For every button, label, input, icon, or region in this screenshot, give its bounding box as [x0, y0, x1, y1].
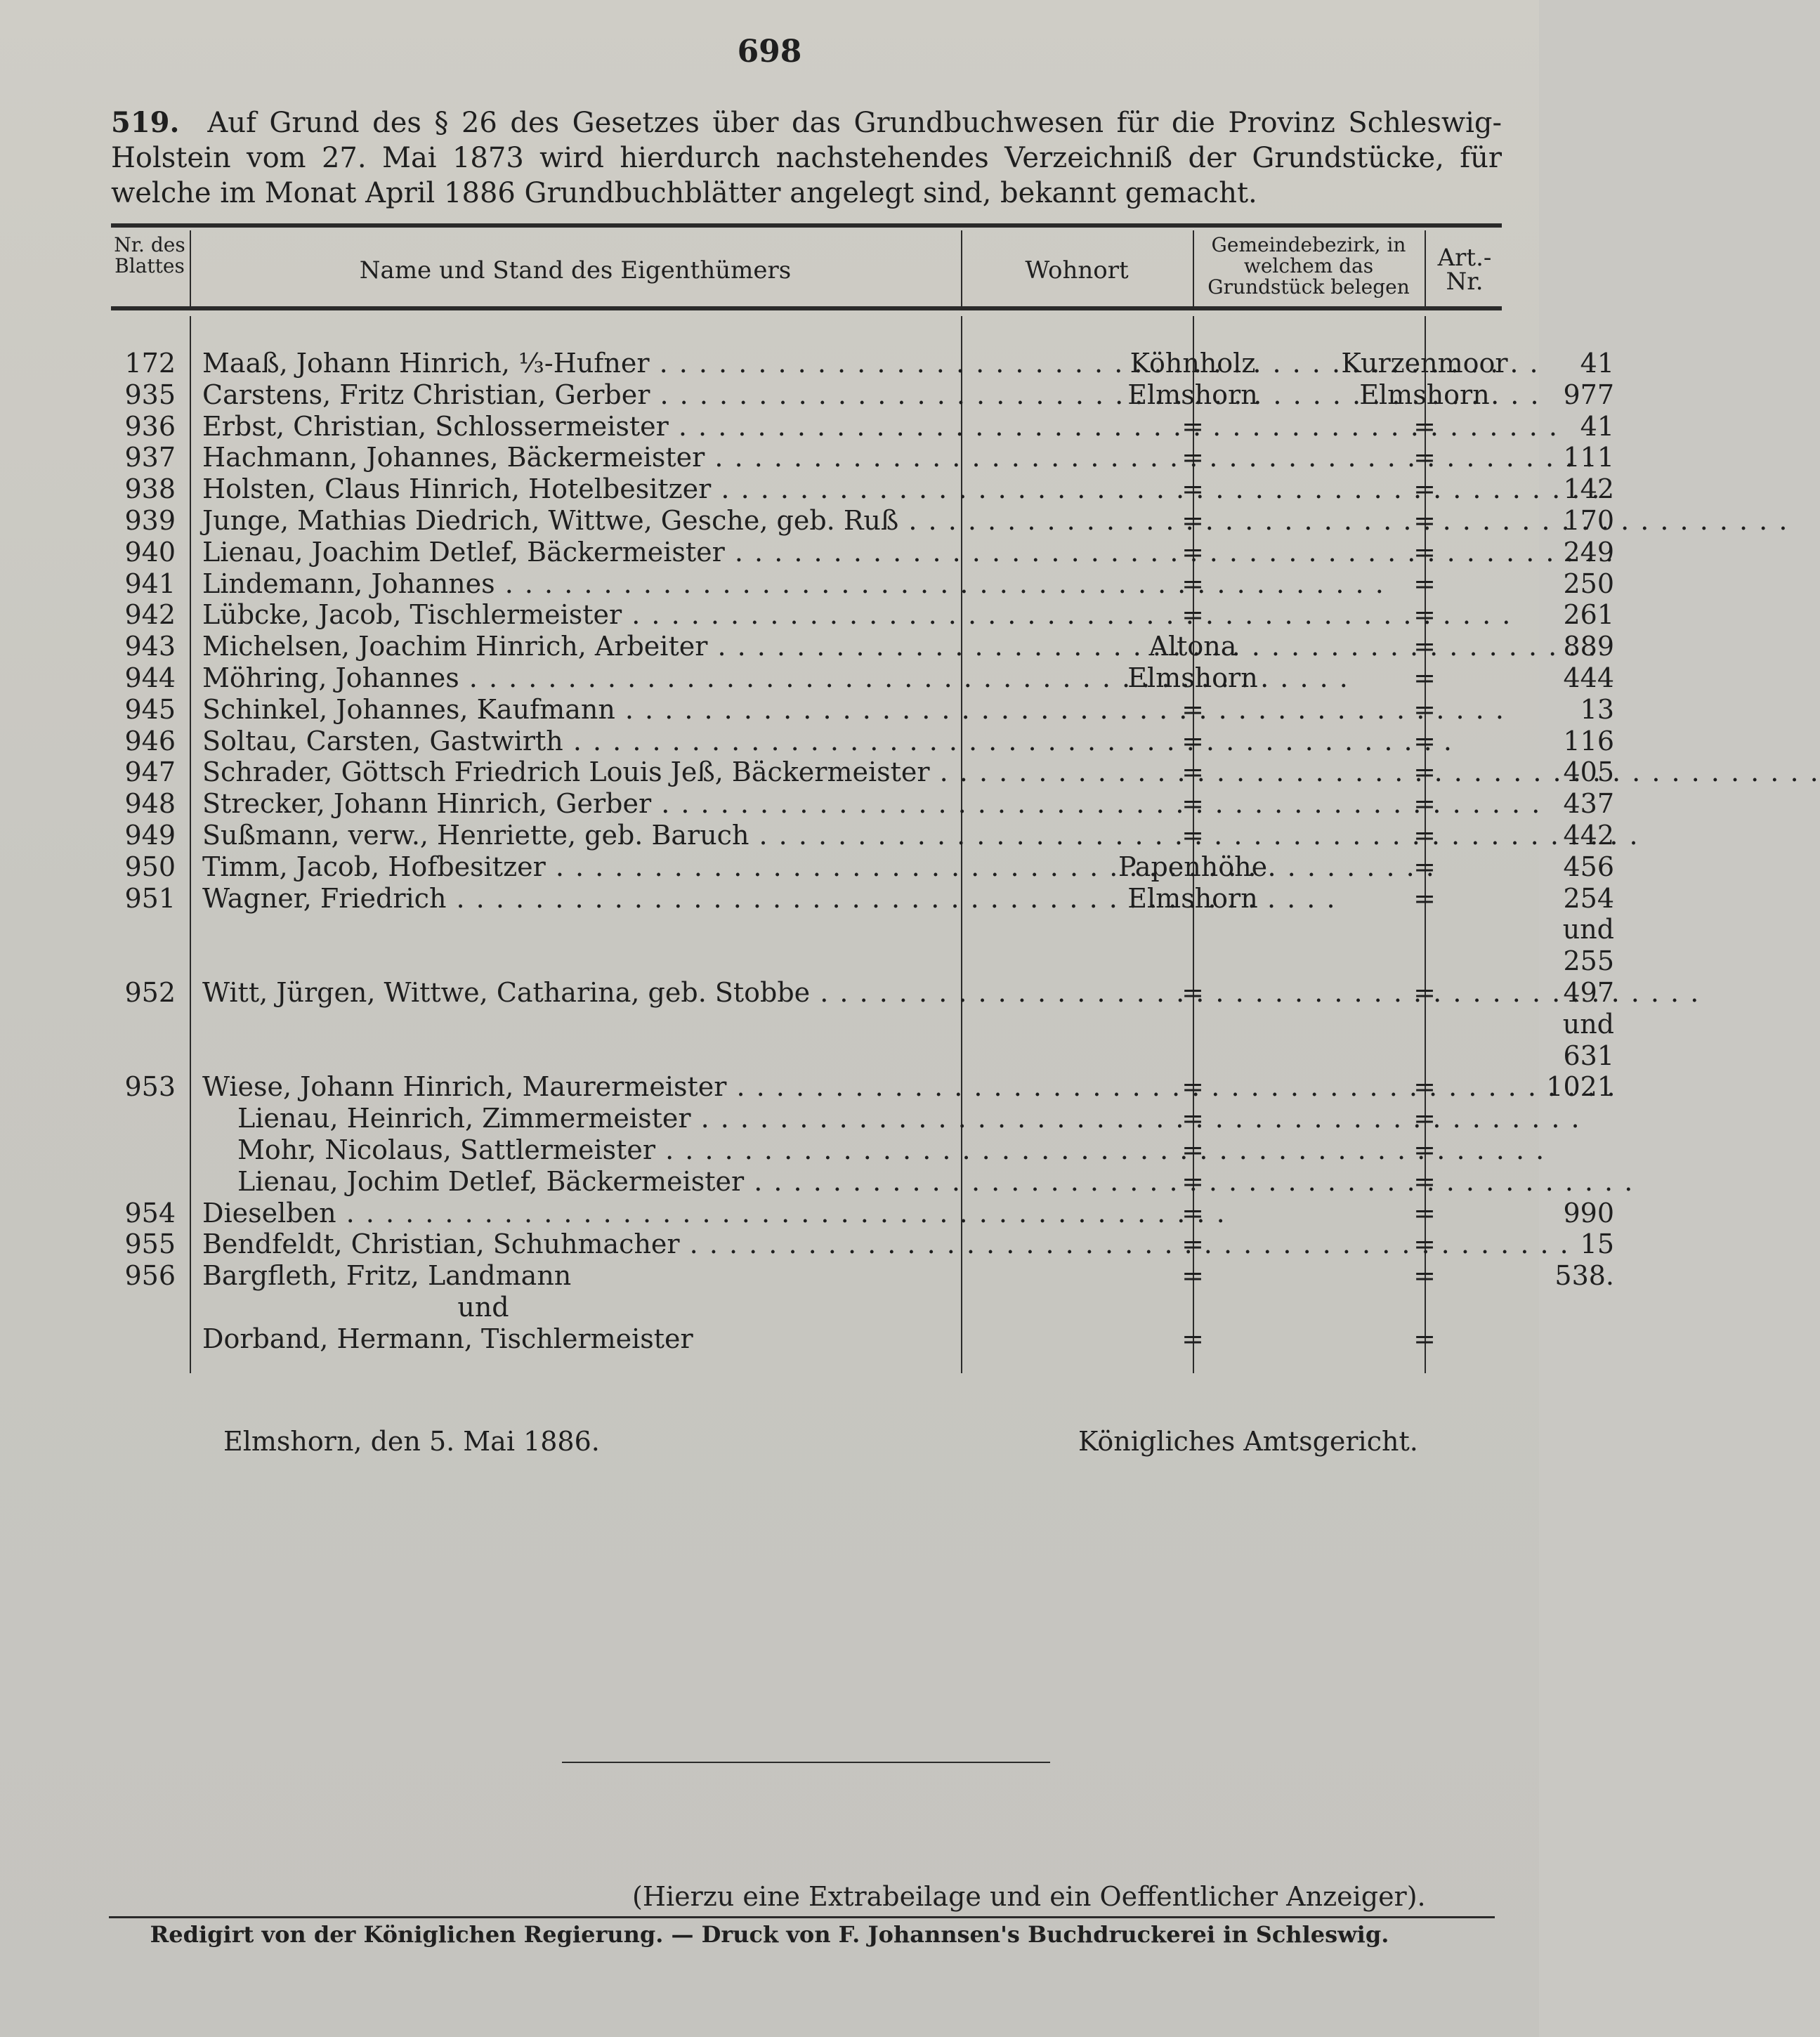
cell-art: 254 [1563, 882, 1614, 914]
cell-name: Soltau, Carsten, Gastwirth . . . [202, 726, 1068, 757]
cell-name: Lindemann, Johannes . . . [202, 568, 1068, 600]
cell-name: Mohr, Nicolaus, Sattlermeister . . . [237, 1134, 1068, 1166]
cell-bezirk: = [1413, 1165, 1436, 1197]
cell-nr: 953 [124, 1071, 176, 1103]
table-row [111, 631, 1614, 662]
table-row [111, 1166, 1509, 1198]
table-row [111, 1008, 1614, 1040]
cell-wohnort: = [1181, 1103, 1204, 1134]
cell-name: Strecker, Johann Hinrich, Gerber . . . [202, 788, 1068, 820]
table-row [111, 348, 1614, 379]
cell-nr: 947 [124, 756, 176, 788]
cell-bezirk: = [1413, 851, 1436, 882]
cell-art: 1021 [1546, 1071, 1614, 1103]
cell-bezirk: = [1413, 631, 1436, 662]
cell-wohnort: = [1181, 1071, 1204, 1103]
cell-name: Holsten, Claus Hinrich, Hotelbesitzer . . . [202, 473, 1068, 505]
cell-name: Maaß, Johann Hinrich, ⅓-Hufner . . . [202, 348, 1068, 379]
table-row [111, 504, 1614, 537]
table-row [111, 662, 1614, 694]
cell-wohnort: Elmshorn [1127, 662, 1258, 693]
cell-wohnort: = [1181, 693, 1204, 725]
table-row [111, 788, 1614, 820]
cell-nr: 943 [124, 631, 176, 662]
table-row [111, 819, 1614, 851]
cell-bezirk: = [1413, 599, 1436, 631]
cell-wohnort: = [1181, 410, 1204, 442]
header-bezirk: Gemeindebezirk, in welchem das Grundstück belegen [1207, 233, 1410, 299]
cell-bezirk: = [1413, 1229, 1436, 1260]
table-row [111, 1323, 1509, 1355]
cell-bezirk: = [1413, 819, 1436, 851]
cell-wohnort: Altona [1148, 631, 1237, 662]
imprint-line: Redigirt von der Königlichen Regierung. — Druck von F. Johannsen's Buchdruckerei in Schleswig. [150, 1921, 1389, 1948]
cell-wohnort: = [1181, 756, 1204, 788]
cell-art: 437 [1563, 788, 1614, 820]
cell-wohnort: = [1181, 819, 1204, 851]
cell-name: Wiese, Johann Hinrich, Maurermeister . . . [202, 1071, 1068, 1103]
table-row [111, 851, 1614, 883]
cell-wohnort: = [1181, 1260, 1204, 1292]
cell-name: Lienau, Joachim Detlef, Bäckermeister . . . [202, 537, 1068, 568]
header-wohnort: Wohnort [1025, 256, 1129, 284]
header-art: Art.-Nr. [1437, 244, 1492, 296]
separator-line [562, 1762, 1050, 1763]
cell-nr: 956 [124, 1260, 176, 1292]
cell-name: Möhring, Johannes . . . [202, 662, 1068, 694]
table-row [111, 599, 1614, 631]
cell-wohnort: = [1181, 442, 1204, 473]
cell-bezirk: = [1413, 1260, 1436, 1292]
cell-bezirk: = [1413, 725, 1436, 756]
cell-art: 456 [1563, 851, 1614, 882]
cell-art: 444 [1563, 662, 1614, 693]
cell-name: Schrader, Göttsch Friedrich Louis Jeß, Bäckermeister . . . [202, 756, 1068, 788]
cell-bezirk: = [1413, 693, 1436, 725]
notice-number: 519. [111, 106, 180, 139]
cell-bezirk: = [1413, 1323, 1436, 1354]
cell-wohnort: = [1181, 1229, 1204, 1260]
cell-nr: 955 [124, 1229, 176, 1260]
cell-bezirk: = [1413, 662, 1436, 693]
cell-name: Schinkel, Johannes, Kaufmann . . . [202, 694, 1068, 726]
header-nr: Nr. des Blattes [114, 233, 185, 277]
cell-art: 111 [1563, 442, 1614, 473]
cell-art: 142 [1563, 473, 1614, 505]
cell-bezirk: = [1413, 504, 1436, 536]
cell-nr: 948 [124, 788, 176, 820]
cell-name: Dorband, Hermann, Tischlermeister [202, 1323, 693, 1354]
cell-bezirk: = [1413, 1134, 1436, 1165]
cell-bezirk: = [1413, 473, 1436, 505]
table-row [111, 410, 1614, 443]
cell-bezirk: = [1413, 442, 1436, 473]
table-row [111, 976, 1614, 1009]
cell-wohnort: = [1181, 473, 1204, 505]
cell-nr: 941 [124, 568, 176, 599]
cell-name: Lienau, Jochim Detlef, Bäckermeister . . . [237, 1166, 1068, 1198]
cell-wohnort: Köhnholz [1130, 348, 1256, 379]
cell-wohnort: = [1181, 599, 1204, 631]
cell-name: Wagner, Friedrich . . . [202, 883, 1068, 915]
cell-nr: 946 [124, 725, 176, 756]
cell-nr: 952 [124, 976, 176, 1008]
cell-wohnort: = [1181, 536, 1204, 568]
table-row [111, 882, 1614, 915]
cell-nr: 940 [124, 536, 176, 568]
cell-bezirk: = [1413, 1071, 1436, 1103]
cell-nr: 936 [124, 410, 176, 442]
table-row [111, 1292, 1509, 1323]
table-row [111, 1040, 1614, 1072]
cell-name: Carstens, Fritz Christian, Gerber . . . [202, 379, 1068, 411]
cell-wohnort: = [1181, 1134, 1204, 1165]
imprint-rule [109, 1916, 1495, 1918]
cell-art: 41 [1580, 410, 1614, 442]
cell-art: und [1562, 914, 1614, 945]
cell-bezirk: = [1413, 536, 1436, 568]
cell-nr: 949 [124, 819, 176, 851]
cell-nr: 938 [124, 473, 176, 505]
cell-bezirk: Elmshorn [1359, 379, 1490, 410]
table-row [111, 1071, 1614, 1103]
table-row [111, 914, 1614, 945]
cell-art: 889 [1563, 631, 1614, 662]
cell-nr: 935 [124, 379, 176, 410]
cell-wohnort: = [1181, 1165, 1204, 1197]
cell-bezirk: = [1413, 788, 1436, 820]
cell-nr: 944 [124, 662, 176, 693]
cell-art: 255 [1563, 945, 1614, 977]
table-row [111, 1134, 1509, 1166]
table-row [111, 1260, 1614, 1292]
cell-wohnort: Papenhöhe [1118, 851, 1268, 882]
cell-name: Witt, Jürgen, Wittwe, Catharina, geb. Stobbe . . . [202, 977, 1068, 1009]
cell-name: und [457, 1291, 509, 1323]
table-row [111, 756, 1614, 788]
cell-name: Dieselben . . . [202, 1198, 1068, 1229]
table-row [111, 945, 1614, 977]
table-row [111, 693, 1614, 726]
table-row [111, 473, 1614, 505]
cell-wohnort: = [1181, 976, 1204, 1008]
cell-nr: 945 [124, 693, 176, 725]
cell-art: und [1562, 1008, 1614, 1040]
cell-name: Lienau, Heinrich, Zimmermeister . . . [237, 1103, 1068, 1134]
cell-bezirk: = [1413, 976, 1436, 1008]
cell-wohnort: Elmshorn [1127, 882, 1258, 914]
cell-nr: 939 [124, 504, 176, 536]
cell-name: Sußmann, verw., Henriette, geb. Baruch . . . [202, 820, 1068, 851]
table-header-rule [111, 306, 1502, 310]
cell-wohnort: = [1181, 788, 1204, 820]
notice-text: Auf Grund des § 26 des Gesetzes über das Grundbuchwesen für die Provinz Schleswig-Holstein vom 27. Mai 1873 wird hierdurch nachstehendes Verzeichniß der Grundstücke, für welche im Monat April 1886 Grundbuchblätter angelegt sind, bekannt gemacht. [111, 107, 1502, 209]
page-number: 698 [737, 34, 802, 70]
cell-nr: 937 [124, 442, 176, 473]
cell-bezirk: = [1413, 1103, 1436, 1134]
table-row [111, 442, 1614, 473]
cell-wohnort: = [1181, 1197, 1204, 1229]
cell-art: 538. [1554, 1260, 1614, 1292]
table-row [111, 379, 1614, 411]
cell-bezirk: = [1413, 882, 1436, 914]
table-row [111, 1103, 1509, 1134]
issuing-authority: Königliches Amtsgericht. [1078, 1426, 1418, 1457]
cell-art: 631 [1563, 1040, 1614, 1071]
cell-name: Timm, Jacob, Hofbesitzer . . . [202, 851, 1068, 883]
cell-name: Junge, Mathias Diedrich, Wittwe, Gesche, geb. Ruß . . . [202, 505, 1068, 537]
cell-art: 990 [1563, 1197, 1614, 1229]
cell-art: 250 [1563, 568, 1614, 599]
cell-name: Hachmann, Johannes, Bäckermeister . . . [202, 442, 1068, 473]
cell-name: Erbst, Christian, Schlossermeister . . . [202, 411, 1068, 443]
cell-wohnort: = [1181, 1323, 1204, 1354]
cell-art: 41 [1580, 348, 1614, 379]
cell-nr: 951 [124, 882, 176, 914]
cell-art: 442 [1563, 819, 1614, 851]
cell-art: 497 [1563, 976, 1614, 1008]
notice-paragraph [111, 105, 1502, 211]
table-body [111, 348, 1614, 1355]
cell-art: 261 [1563, 599, 1614, 631]
cell-art: 15 [1580, 1229, 1614, 1260]
cell-art: 170 [1563, 504, 1614, 536]
cell-bezirk: = [1413, 756, 1436, 788]
cell-art: 249 [1563, 536, 1614, 568]
table-row [111, 725, 1614, 757]
table-top-rule [111, 223, 1502, 228]
table-row [111, 536, 1614, 568]
cell-wohnort: = [1181, 568, 1204, 599]
cell-art: 13 [1580, 693, 1614, 725]
supplement-note: (Hierzu eine Extrabeilage und ein Oeffentlicher Anzeiger). [632, 1881, 1426, 1912]
place-date: Elmshorn, den 5. Mai 1886. [223, 1426, 600, 1457]
table-row [111, 568, 1614, 600]
cell-bezirk: = [1413, 1197, 1436, 1229]
cell-bezirk: Kurzenmoor [1341, 348, 1508, 379]
cell-bezirk: = [1413, 410, 1436, 442]
cell-nr: 954 [124, 1197, 176, 1229]
header-name: Name und Stand des Eigenthümers [359, 256, 792, 284]
cell-bezirk: = [1413, 568, 1436, 599]
cell-name: Michelsen, Joachim Hinrich, Arbeiter . . . [202, 631, 1068, 662]
cell-wohnort: = [1181, 504, 1204, 536]
cell-nr: 942 [124, 599, 176, 631]
table-row [111, 1197, 1614, 1229]
cell-name: Lübcke, Jacob, Tischlermeister . . . [202, 599, 1068, 631]
cell-art: 116 [1563, 725, 1614, 756]
cell-art: 977 [1563, 379, 1614, 410]
cell-art: 405 [1563, 756, 1614, 788]
cell-name: Bendfeldt, Christian, Schuhmacher . . . [202, 1229, 1068, 1260]
cell-nr: 172 [124, 348, 176, 379]
cell-wohnort: = [1181, 725, 1204, 756]
cell-nr: 950 [124, 851, 176, 882]
cell-wohnort: Elmshorn [1127, 379, 1258, 410]
table-row [111, 1229, 1614, 1260]
cell-name: Bargfleth, Fritz, Landmann [202, 1260, 572, 1292]
